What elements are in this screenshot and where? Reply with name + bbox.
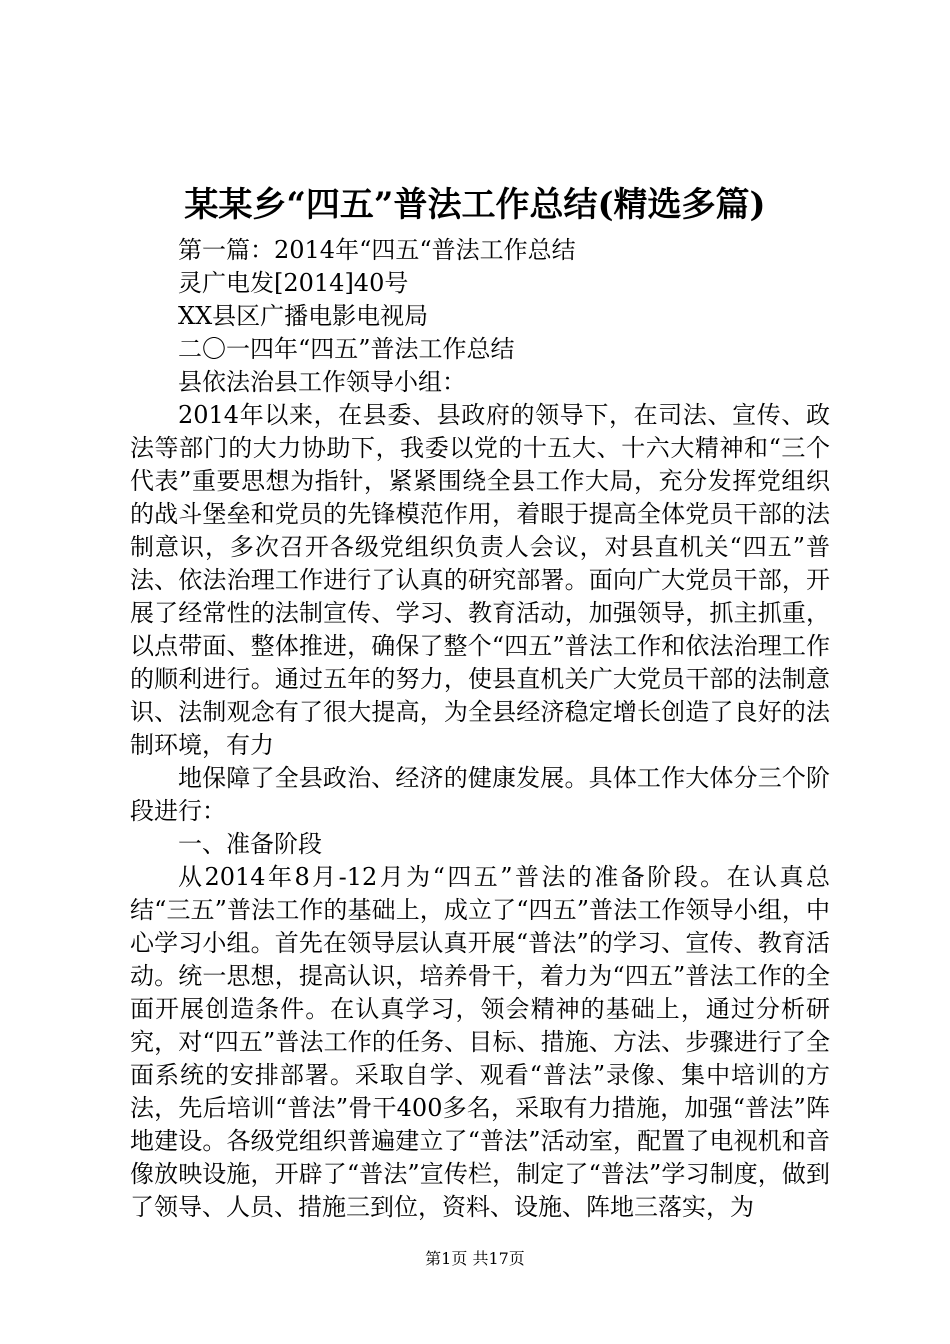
paragraph-body: 从2014年8月-12月为“四五”普法的准备阶段。在认真总结“三五”普法工作的基础上，成立了“四五”普法工作领导小组，中心学习小组。首先在领导层认真开展“普法”的学习、宣传、教育活动。统一思想，提高认识，培养骨干，着力为“四五”普法工作的全面开展创造条件。在认真学习，领会精神的基础上，通过分析研究，对“四五”普法工作的任务、目标、措施、方法、步骤进行了全面系统的安排部署。采取自学、观看“普法”录像、集中培训的方法，先后培训“普法”骨干400多名，采取有力措施，加强“普法”阵地建设。各级党组织普遍建立了“普法”活动室，配置了电视机和音像放映设施，开辟了“普法”宣传栏，制定了“普法”学习制度，做到了领导、人员、措施三到位，资料、设施、阵地三落实，为: [130, 863, 830, 1221]
document-title: 某某乡“四五”普法工作总结(精选多篇): [184, 185, 766, 225]
paragraph-addressee: 县依法治县工作领导小组：: [178, 368, 466, 396]
page-number-footer: 第1页 共17页: [425, 1249, 525, 1268]
paragraph-report-title: 二〇一四年“四五”普法工作总结: [178, 335, 515, 363]
paragraph-issuer: XX县区广播电影电视局: [178, 302, 429, 330]
paragraph-section-heading: 第一篇：2014年“四五“普法工作总结: [178, 236, 576, 264]
document-body: [130, 234, 830, 1224]
paragraph-subheading: 一、准备阶段: [178, 830, 322, 858]
paragraph-body: 地保障了全县政治、经济的健康发展。具体工作大体分三个阶段进行：: [130, 764, 830, 825]
paragraph-document-number: 灵广电发[2014]40号: [178, 269, 409, 297]
paragraph-body: 2014年以来，在县委、县政府的领导下，在司法、宣传、政法等部门的大力协助下，我委以党的十五大、十六大精神和“三个代表”重要思想为指针，紧紧围绕全县工作大局，充分发挥党组织的战斗堡垒和党员的先锋模范作用，着眼于提高全体党员干部的法制意识，多次召开各级党组织负责人会议，对县直机关“四五”普法、依法治理工作进行了认真的研究部署。面向广大党员干部，开展了经常性的法制宣传、学习、教育活动，加强领导，抓主抓重，以点带面、整体推进，确保了整个“四五”普法工作和依法治理工作的顺利进行。通过五年的努力，使县直机关广大党员干部的法制意识、法制观念有了很大提高，为全县经济稳定增长创造了良好的法制环境，有力: [130, 401, 830, 759]
